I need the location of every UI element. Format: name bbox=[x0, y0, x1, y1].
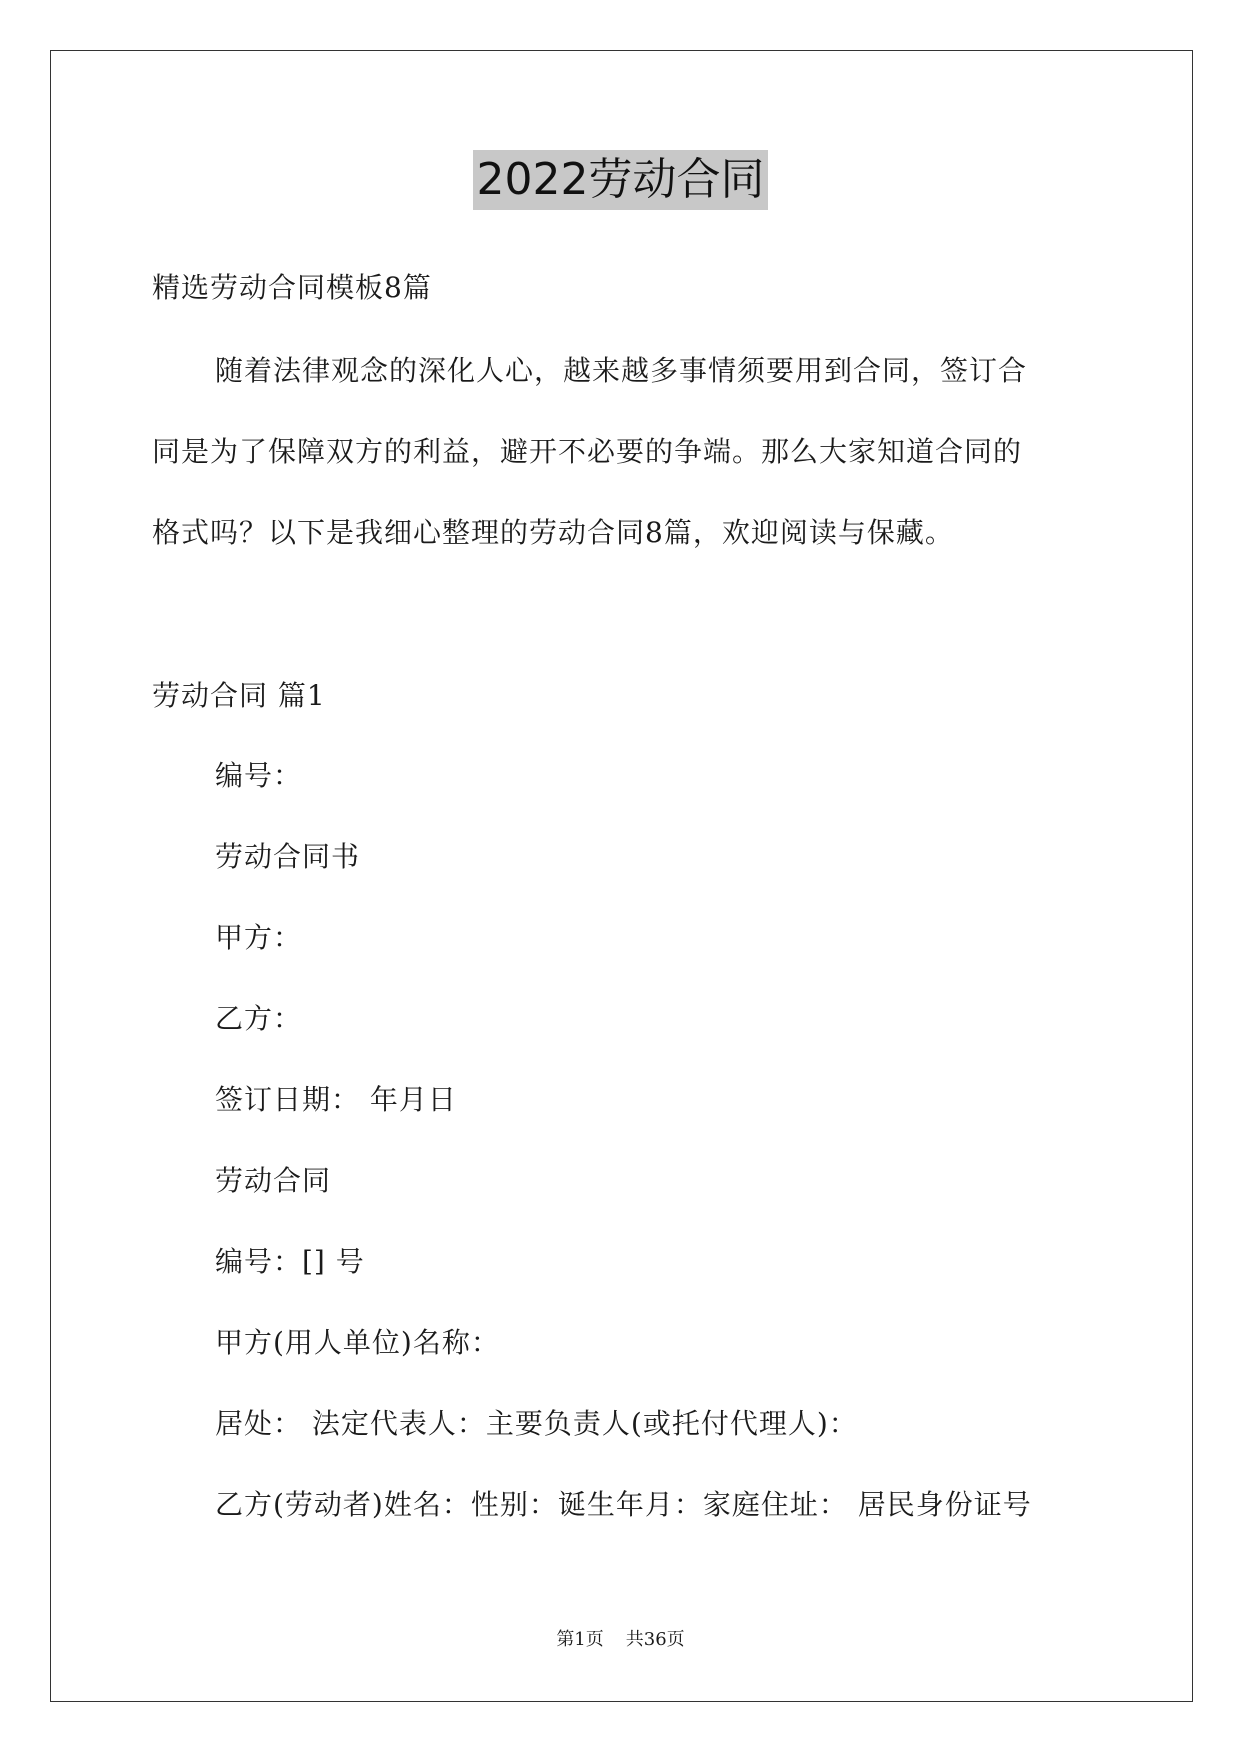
intro-line-3: 格式吗？以下是我细心整理的劳动合同8篇，欢迎阅读与保藏。 bbox=[152, 516, 954, 549]
body-line: 劳动合同 bbox=[215, 1164, 332, 1197]
subtitle: 精选劳动合同模板8篇 bbox=[152, 271, 432, 304]
body-line: 甲方(用人单位)名称： bbox=[215, 1326, 500, 1359]
body-line: 甲方： bbox=[215, 921, 303, 954]
page-footer bbox=[0, 1628, 1241, 1652]
document-title: 2022劳动合同 bbox=[473, 150, 769, 210]
body-line: 居处： 法定代表人：主要负责人(或托付代理人)： bbox=[215, 1407, 858, 1440]
title-container bbox=[0, 150, 1241, 210]
body-line: 签订日期： 年月日 bbox=[215, 1083, 457, 1116]
body-line: 编号：[] 号 bbox=[215, 1245, 365, 1278]
page-number: 第1页 bbox=[556, 1629, 604, 1650]
intro-line-2: 同是为了保障双方的利益，避开不必要的争端。那么大家知道合同的 bbox=[152, 435, 1023, 468]
page-total: 共36页 bbox=[625, 1629, 685, 1650]
body-line: 劳动合同书 bbox=[215, 840, 361, 873]
body-line: 乙方： bbox=[215, 1002, 303, 1035]
body-line: 乙方(劳动者)姓名：性别：诞生年月：家庭住址： 居民身份证号 bbox=[215, 1488, 1032, 1521]
body-line: 编号： bbox=[215, 759, 303, 792]
section-heading: 劳动合同 篇1 bbox=[152, 679, 326, 712]
intro-line-1: 随着法律观念的深化人心，越来越多事情须要用到合同，签订合 bbox=[215, 354, 1028, 387]
